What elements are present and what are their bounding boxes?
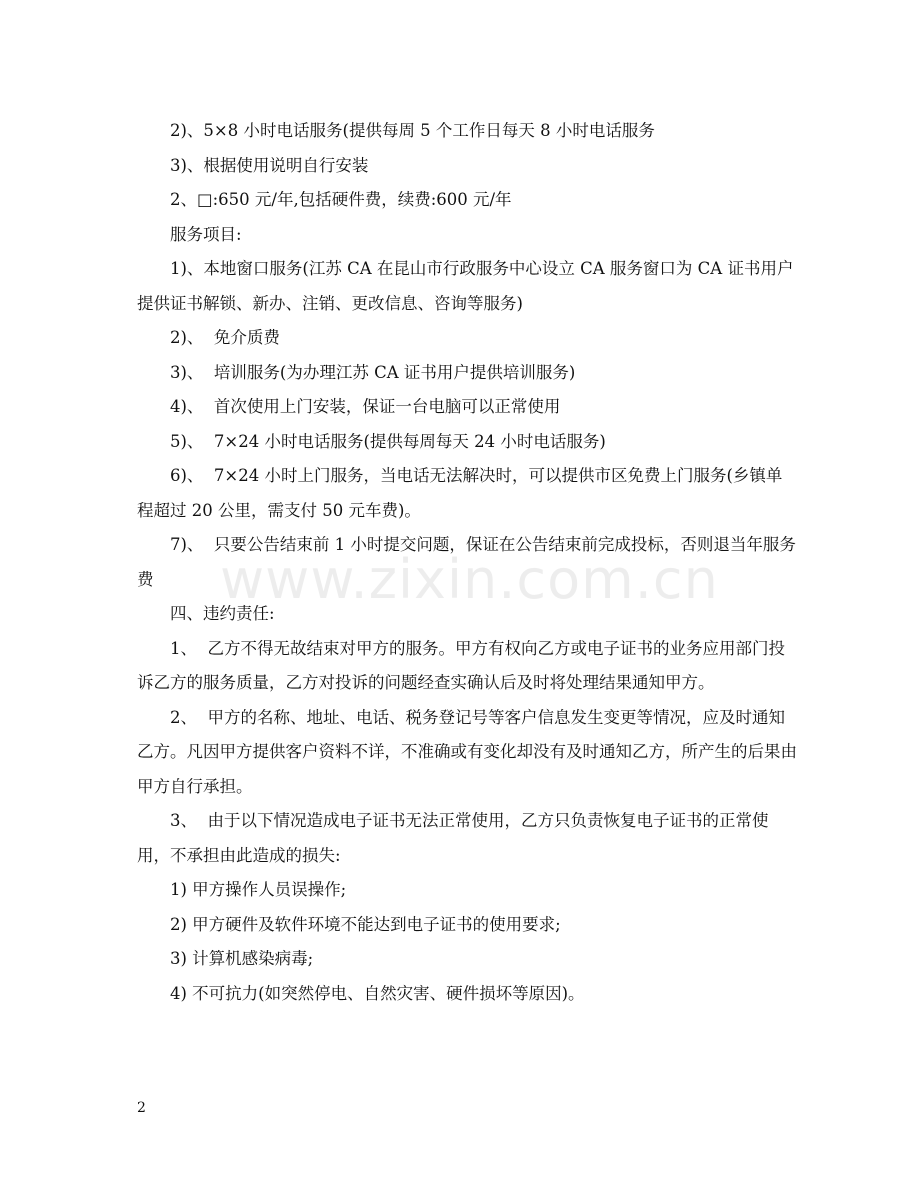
paragraph-cause-1: 1) 甲方操作人员误操作; <box>170 880 347 899</box>
paragraph-liability-3: 3、 由于以下情况造成电子证书无法正常使用，乙方只负责恢复电子证书的正常使用，不承担由此造成的损失: <box>137 811 769 865</box>
paragraph-phone-7x24: 5)、 7×24 小时电话服务(提供每周每天 24 小时电话服务) <box>170 431 606 451</box>
paragraph-cause-3: 3) 计算机感染病毒; <box>170 949 314 968</box>
paragraph-onsite-7x24: 6)、 7×24 小时上门服务，当电话无法解决时，可以提供市区免费上门服务(乡镇单程超过 20 公里，需支付 50 元车费)。 <box>137 466 783 520</box>
paragraph-first-install: 4)、 首次使用上门安装，保证一台电脑可以正常使用 <box>170 397 561 416</box>
paragraph-liability-1: 1、 乙方不得无故结束对甲方的服务。甲方有权向乙方或电子证书的业务应用部门投诉乙方的服务质量，乙方对投诉的问题经查实确认后及时将处理结果通知甲方。 <box>137 638 785 692</box>
paragraph-service-items-heading: 服务项目: <box>170 224 242 244</box>
paragraph-price: 2、□:650 元/年,包括硬件费，续费:600 元/年 <box>170 190 512 209</box>
watermark: www.zixin.com.cn <box>220 548 719 611</box>
paragraph-liability-2: 2、 甲方的名称、地址、电话、税务登记号等客户信息发生变更等情况，应及时通知乙方。凡因甲方提供客户资料不详，不准确或有变化却没有及时通知乙方，所产生的后果由甲方自行承担。 <box>137 707 797 796</box>
page-number: 2 <box>137 1100 146 1116</box>
paragraph-cause-4: 4) 不可抗力(如突然停电、自然灾害、硬件损坏等原因)。 <box>170 983 585 1003</box>
paragraph-refund: 7)、 只要公告结束前 1 小时提交问题，保证在公告结束前完成投标，否则退当年服务费 <box>137 535 796 589</box>
paragraph-local-window-service: 1)、本地窗口服务(江苏 CA 在昆山市行政服务中心设立 CA 服务窗口为 CA 证书用户提供证书解锁、新办、注销、更改信息、咨询等服务) <box>137 259 794 313</box>
paragraph-liability-heading: 四、违约责任: <box>170 604 275 623</box>
paragraph-free-medium: 2)、 免介质费 <box>170 328 280 347</box>
document-body <box>137 114 797 1011</box>
paragraph-cause-2: 2) 甲方硬件及软件环境不能达到电子证书的使用要求; <box>170 914 561 934</box>
paragraph-service-5x8: 2)、5×8 小时电话服务(提供每周 5 个工作日每天 8 小时电话服务 <box>170 121 655 140</box>
paragraph-self-install: 3)、根据使用说明自行安装 <box>170 155 369 175</box>
paragraph-training-service: 3)、 培训服务(为办理江苏 CA 证书用户提供培训服务) <box>170 362 576 382</box>
